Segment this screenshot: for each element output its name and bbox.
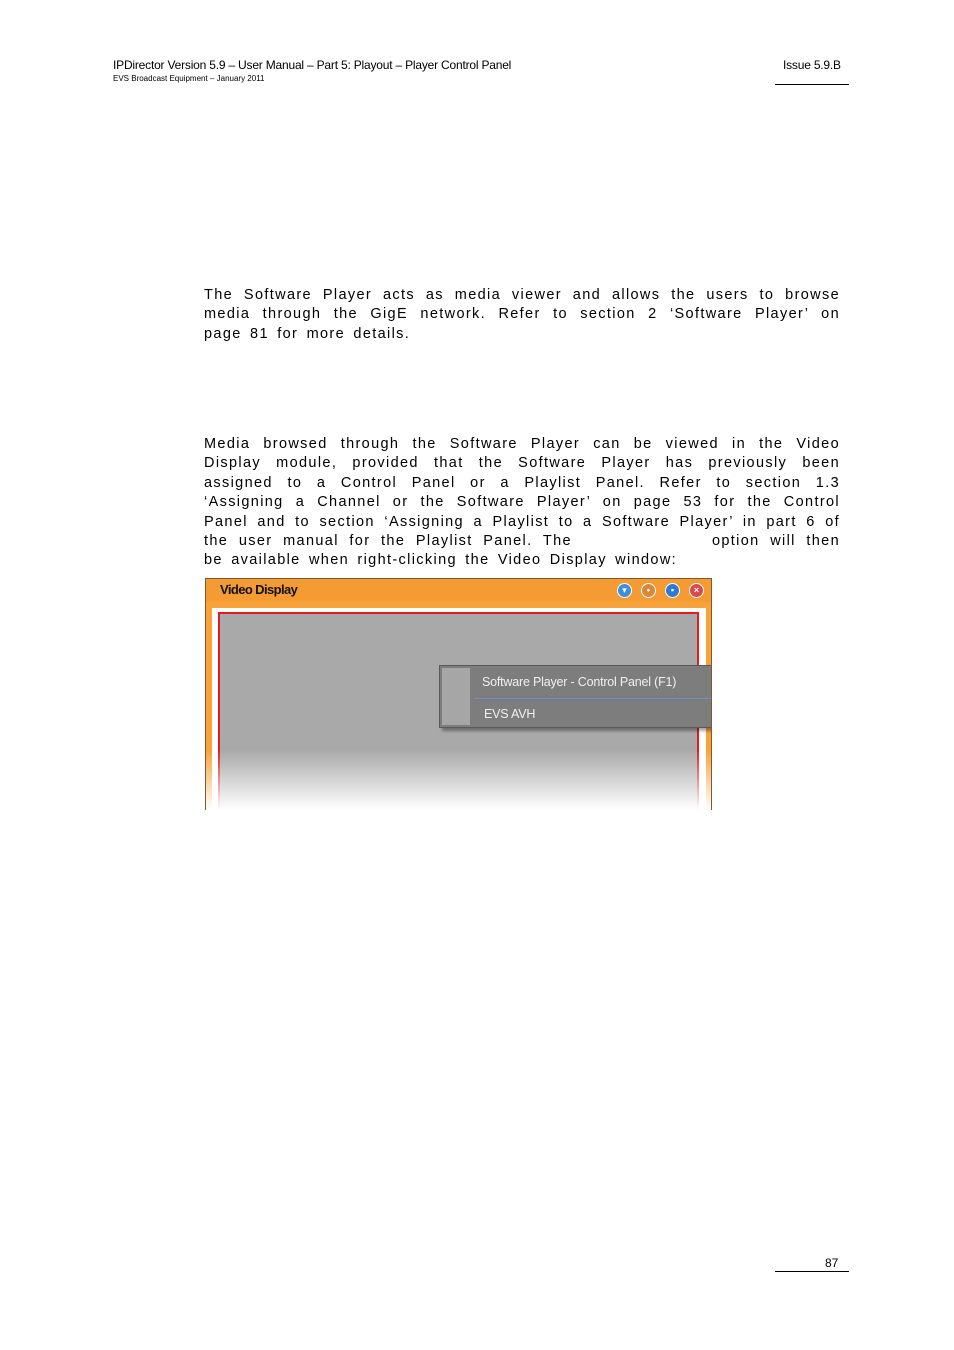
screenshot-fade	[206, 750, 711, 810]
header-issue: Issue 5.9.B	[783, 58, 841, 72]
paragraph-text-a: Media browsed through the Software Player can be viewed in the Video Display module, provided that the Software Player has previously been assigned to a Control Panel or a Playlist Panel. Refer to section 1.3 ‘Assigning a Channel or the Software Player’ on page 53 for the Control Panel and to section ‘Assigning a Playlist to a Software Player’ in part 6 of the user manual for the Playlist Panel. The	[204, 436, 840, 550]
close-icon[interactable]: ×	[689, 583, 704, 598]
video-display-title: Video Display	[220, 582, 298, 597]
video-display-titlebar[interactable]	[206, 579, 711, 602]
header-rule	[775, 84, 849, 85]
paragraph-text-b: option will then be available when right-clicking the Video Display window:	[204, 533, 841, 569]
menu-item-software-player[interactable]: Software Player - Control Panel (F1)	[482, 675, 677, 689]
context-menu-gutter	[442, 668, 470, 725]
header-title: IPDirector Version 5.9 – User Manual – Part 5: Playout – Player Control Panel	[113, 58, 512, 72]
menu-item-evs-avh[interactable]: EVS AVH	[484, 707, 536, 721]
paragraph-video-display	[204, 435, 840, 571]
maximize-icon[interactable]: ▪	[665, 583, 680, 598]
video-display-window[interactable]	[205, 578, 712, 810]
paragraph-software-player: The Software Player acts as media viewer and allows the users to browse media through the GigE network. Refer to section 2 ‘Software Player’ on page 81 for more details.	[204, 287, 840, 342]
footer-rule	[775, 1271, 849, 1272]
page-number: 87	[825, 1256, 839, 1270]
lock-icon[interactable]: •	[641, 583, 656, 598]
menu-separator	[474, 698, 712, 699]
dropdown-icon[interactable]: ▾	[617, 583, 632, 598]
header-subtitle: EVS Broadcast Equipment – January 2011	[113, 74, 265, 83]
context-menu	[439, 665, 712, 728]
